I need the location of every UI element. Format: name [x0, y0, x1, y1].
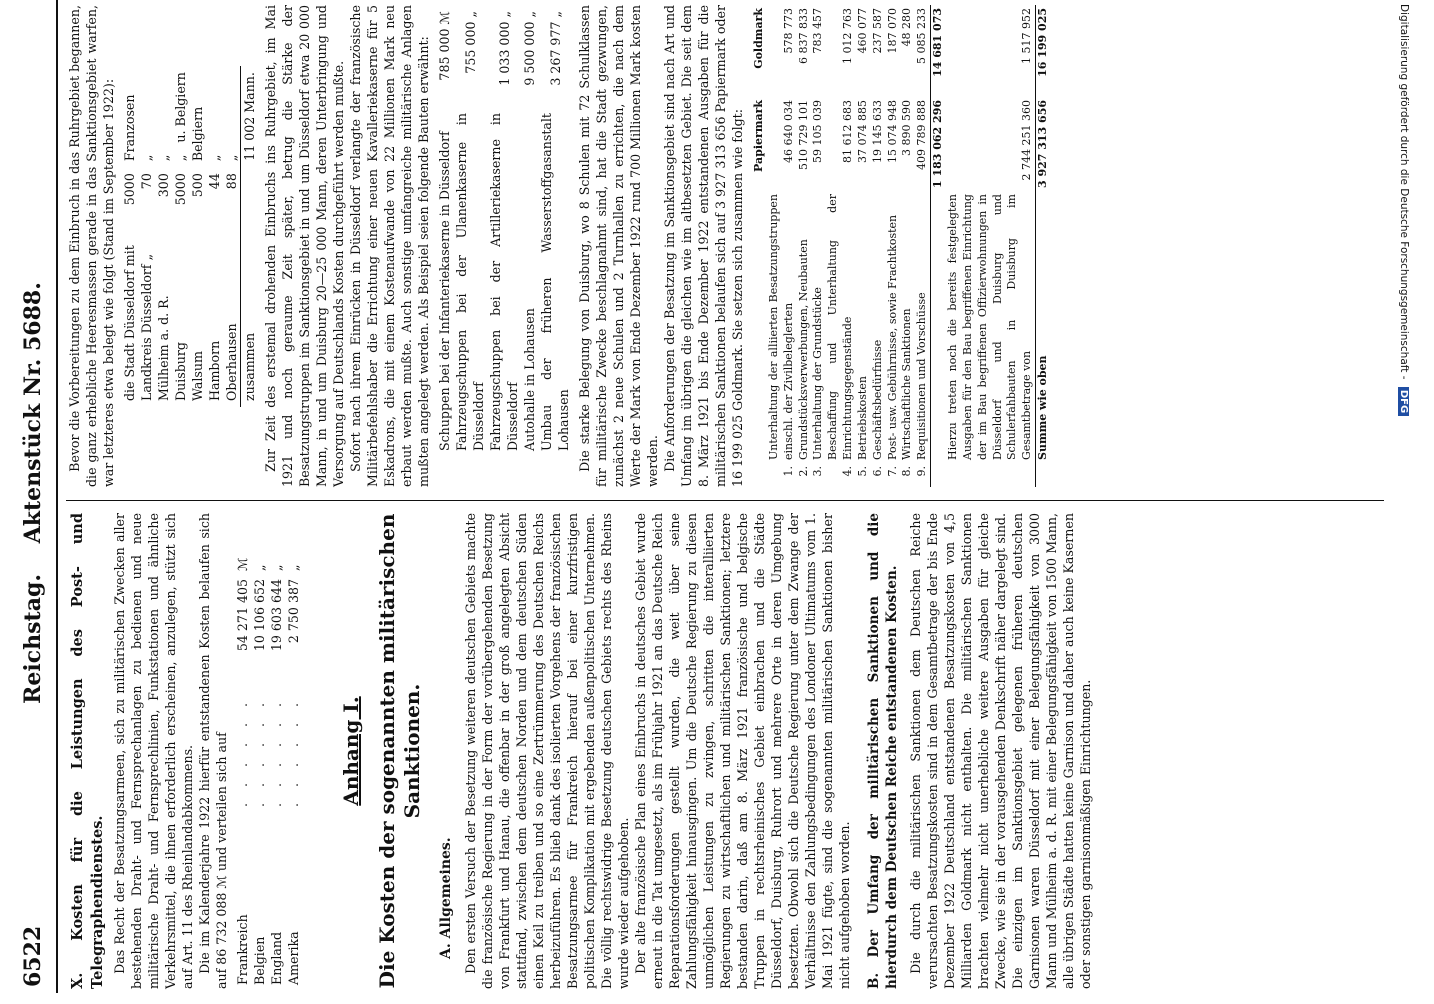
item-label: Unterhaltung der Grundstücke [811, 287, 825, 460]
section-x-title: Kosten für die Leistungen des Post- und Telegraphendienstes. [69, 513, 106, 989]
troop-number: 300 [156, 173, 171, 198]
paragraph-kaserne: Sofort nach ihrem Einrücken in Düsseldorf verlangte der französische Militärbefehlshaber die Errichtung einer neuen Kavalleriekaserne für 5 Eskadrons, die mit einem Kostenaufwande von 22 Millionen Mark neu erbaut werden mußte. Auch sonstige umfangreiche militärische Anlagen mußten angelegt werden. Als Beispiel seien folgende Bauten erwähnt: [348, 5, 431, 487]
papiermark-value: 3 890 590 [900, 100, 914, 156]
section-x-mark: X. [69, 972, 86, 989]
table-row [915, 5, 930, 487]
item-number: 9. [915, 466, 929, 477]
troop-place: Duisburg [173, 342, 188, 401]
item-label: Grundstücksverwerbungen, Neubauten [796, 239, 810, 460]
goldmark-value: 1 012 763 [841, 8, 855, 64]
country-label: England [269, 931, 285, 985]
amount-value: 2 750 387 [286, 579, 302, 644]
annex-subheading-a: A. Allgemeines. [438, 837, 455, 959]
troop-nation: „ [139, 154, 154, 162]
item-label: Geschäftsbedürfnisse [870, 339, 884, 460]
table-row [251, 547, 268, 989]
annex-heading [338, 513, 365, 989]
annex-subheading-b: B. Der Umfang der militärischen Sanktionen und die hierdurch dem Deutschen Reiche entstandenen Kosten. [866, 513, 901, 989]
goldmark-value: 460 077 [855, 8, 869, 54]
table-row [900, 5, 915, 487]
troop-nation: „ [156, 154, 171, 162]
item-number: 4. [841, 466, 855, 477]
running-title-left: Reichstag. [20, 573, 46, 704]
paragraph-sanctions-costs: Die Anforderungen der Besatzung im Sanktionsgebiet sind nach Art und Umfang im übrigen die gleichen wie im altbesetzten Gebiet. Die seit dem 8. März 1921 bis Ende Dezember 1922 entstandenen Ausgaben für die militärischen Sanktionen belaufen sich auf 3 927 313 656 Papiermark oder 16 199 025 Goldmark. Sie setzen sich zusammen wie folgt: [662, 5, 745, 487]
annex-a-paragraph-2: Der alte französische Plan eines Einbruchs in deutsches Gebiet wurde erneut in die Tat umgesetzt, als im Frühjahr 1921 an das Deutsche Reich Reparationsforderungen gestellt wurden, die weit über seine Zahlungsfähigkeit hinausgingen. Um die Deutsche Regierung zu diesen unmöglichen Leistungen zu zwingen, schritten die interalliierten Regierungen zu wirtschaftlichen und militärischen Sanktionen; letztere bestanden darin, daß am 8. März 1921 französische und belgische Truppen in rechtsrheinisches Gebiet einbrachen und die Städte Düsseldorf, Duisburg, Ruhrort und mehrere Orte in deren Umgebung besetzten. Obwohl sich die Deutsche Regierung unter dem Zwange der Verhältnisse den Zahlungsbedingungen des Londoner Ultimatums vom 1. Mai 1921 fügte, sind die sogenannten militärischen Sanktionen bisher nicht aufgehoben worden. [633, 513, 853, 989]
building-cost: 1 033 000 „ [496, 11, 512, 86]
table-row [538, 5, 572, 457]
troop-number: 70 [139, 173, 154, 190]
right-column [66, 5, 1057, 487]
troop-number: 5000 [122, 173, 137, 206]
annex-label: Anhang I. [339, 696, 364, 806]
table-row [138, 66, 155, 407]
left-column [66, 513, 1094, 989]
item-number: 6. [870, 466, 884, 477]
papiermark-value: 19 145 633 [870, 100, 884, 163]
costs-table [752, 5, 1051, 487]
troop-place: Oberhausen [224, 323, 239, 401]
intro-paragraph: Bevor die Vorbereitungen zu dem Einbruch in das Ruhrgebiet begannen, die ganz erhebliche Heeresmassen gerade in das Sanktionsgebiet warfen, war letzteres etwa belegt wie folgt (Stand im September 1922): [67, 5, 116, 487]
extra-papiermark: 2 744 251 360 [1020, 100, 1034, 181]
table-row [826, 5, 856, 487]
building-cost: 9 500 000 „ [522, 11, 537, 86]
table-row [155, 66, 172, 407]
item-label: Betriebskosten [855, 376, 869, 460]
annex-b-paragraph-1: Die durch die militärischen Sanktionen dem Deutschen Reiche verursachten Besatzungskosten sind in dem Gesamtbetrage der bis Ende Dezember 1922 Deutschland entstandenen Besatzungskosten von 4,5 Milliarden Goldmark nicht enthalten. Die militärischen Sanktionen brachten vielmehr nicht unerhebliche weitere Ausgaben für gleiche Zwecke, wie sie in der vorausgehenden Denkschrift näher dargelegt sind. Die einzigen im Sanktionsgebiet gelegenen früheren deutschen Garnisonen waren Düsseldorf mit einer Belegungsfähigkeit von 3000 Mann und Mülheim a. d. R. mit einer Belegungsfähigkeit von 1500 Mann, alle übrigen Städte hatten keine Garnison und daher auch keine Kasernen oder sonstigen garnisonmäßigen Einrichtungen. [908, 513, 1094, 989]
amount-unit: „ [286, 564, 302, 571]
troop-nation: Franzosen [122, 94, 137, 162]
table-row [886, 5, 901, 487]
amount-unit: „ [252, 564, 268, 571]
table-row [811, 5, 826, 487]
troop-place: Mülheim a. d. R. [156, 295, 171, 401]
item-label: Unterhaltung der alliierten Besatzungstruppen einschl. der Zivilbeleglerten [766, 194, 795, 460]
item-number: 2. [796, 466, 810, 477]
dfg-logo: DFG [1398, 387, 1409, 416]
table-row [268, 547, 285, 989]
papiermark-value: 81 612 683 [841, 100, 855, 163]
table-row [189, 66, 206, 407]
annex-a-paragraph-1: Den ersten Versuch der Besetzung weiteren deutschen Gebiets machte die französische Regierung in der Form der vorübergehenden Besetzung von Frankfurt und Hanau, die offenbar in der groß angelegten Absicht stattfand, zwischen dem deutschen Norden und dem deutschen Süden einen Keil zu treiben und so eine Zertrümmerung des Deutschen Reichs herbeizuführen. Es blieb dank des isolierten Vorgehens der französischen Besatzungsarmee für Frankreich hierauf bei einer kurzfristigen politischen Komplikation mit ergebenden außenpolitischen Unternehmen. Die völlig rechtswidrige Besetzung deutschen Gebiets rechts des Rheins wurde wieder aufgehoben. [463, 513, 632, 989]
table-row [871, 5, 886, 487]
goldmark-value: 6 837 833 [796, 8, 810, 64]
amount-value: 10 106 652 [252, 579, 268, 652]
troop-note: u. Belgiern [173, 72, 188, 143]
leader-dots: . . . . . . [286, 696, 302, 807]
column-divider [66, 500, 1384, 501]
goldmark-value: 187 070 [885, 8, 899, 54]
costs-extra-row [946, 5, 1036, 487]
country-label: Amerika [286, 931, 302, 985]
section-x-paragraph-2: Die im Kalenderjahre 1922 hierfür entstandenen Kosten belaufen sich auf 86 732 088 ℳ und verteilen sich auf [197, 513, 230, 989]
costs-header-row [752, 5, 767, 487]
goldmark-value: 48 280 [900, 8, 914, 47]
item-number: 1. [781, 466, 795, 477]
goldmark-value: 783 457 [811, 8, 825, 54]
papiermark-value: 15 074 948 [885, 100, 899, 163]
header-rule [56, 0, 58, 993]
troop-place: die Stadt Düsseldorf mit [122, 245, 137, 401]
amount-value: 19 603 644 [269, 579, 285, 652]
country-label: Belgien [252, 936, 268, 985]
amount-value: 54 271 405 [235, 579, 251, 652]
annex-title: Die Kosten der sogenannten militärischen Sanktionen. [375, 513, 425, 989]
troop-nation: „ u. Belgiern [173, 72, 188, 162]
building-cost: 755 000 „ [462, 11, 478, 74]
section-x-paragraph-1: Das Recht der Besatzungsarmeen, sich zu militärischen Zwecken aller bestehenden Draht- und Fernsprechanlagen zu bedienen und neue militärische Draht- und Fernsprechlinien, Funkstationen und ähnliche Verkehrsmittel, die ihnen erforderlich erscheinen, anzulegen, stützt sich auf Art. 11 des Rheinlandabkommens. [112, 513, 196, 989]
digitization-note [1398, 4, 1410, 1004]
troop-place: Hamborn [207, 340, 222, 401]
item-label: Beschaffung und Unterhaltung der Einrichtungsgegenstände [826, 194, 855, 460]
table-row [453, 5, 487, 457]
troop-nation: „ [224, 154, 239, 162]
papiermark-value: 37 074 885 [855, 100, 869, 163]
section-x-heading [68, 513, 107, 989]
total-goldmark: 16 199 025 [1036, 5, 1051, 97]
table-row [797, 5, 812, 487]
troop-nation: Belgiern [190, 106, 205, 162]
leader-dots: . . . . . . [252, 696, 268, 807]
leader-dots: . . . . . . [269, 696, 285, 807]
goldmark-value: 578 773 [781, 8, 795, 54]
extra-goldmark: 1 517 952 [1020, 8, 1034, 64]
table-row [521, 5, 538, 457]
table-row [285, 547, 302, 989]
papiermark-value: 409 789 888 [915, 100, 929, 170]
table-row [436, 5, 453, 457]
column-header-goldmark: Goldmark [752, 8, 765, 69]
building-cost: 3 267 977 „ [547, 11, 563, 86]
papiermark-value: 46 640 034 [781, 100, 795, 163]
costs-total-row [1036, 5, 1051, 487]
goldmark-value: 237 587 [870, 8, 884, 54]
item-label: Wirtschaftliche Sanktionen [900, 308, 914, 460]
table-row [856, 5, 871, 487]
table-row [172, 66, 189, 407]
amount-unit: ℳ [235, 557, 251, 571]
building-label: Fahrzeugschuppen bei der Artilleriekaserne in Düsseldorf [488, 113, 520, 451]
building-cost: 785 000 ℳ [437, 11, 452, 81]
table-row [487, 5, 521, 457]
item-number: 5. [855, 466, 869, 477]
total-label: Summe wie oben [1036, 191, 1051, 463]
table-row [223, 66, 241, 407]
troops-sum-value: 11 002 Mann. [241, 66, 259, 239]
troops-sum-label: zusammen [241, 239, 259, 407]
scanned-page [12, 0, 1397, 993]
country-label: Frankreich [235, 914, 251, 985]
troop-place: Walsum [190, 351, 205, 401]
extra-label: Hierzu treten noch die bereits festgelegten Ausgaben für den Bau begriffenen Einrichtung der im Bau begriffenen Offizierwohnungen in Düsseldorf und Duisburg und Schulerfahbauten in Duisburg im Gesamtbetrage von [945, 194, 1034, 460]
papiermark-value: 59 105 039 [811, 100, 825, 163]
item-label: Requisitionen und Vorschüsse [915, 292, 929, 460]
subtotal-papiermark: 1 183 062 296 [931, 97, 946, 191]
papiermark-value: 510 729 101 [796, 100, 810, 170]
troop-number: 500 [190, 173, 205, 198]
building-label: Fahrzeugschuppen bei der Ulanenkaserne in Düsseldorf [454, 113, 486, 451]
building-label: Umbau der früheren Wasserstoffgasanstalt Lohausen [539, 113, 571, 451]
amount-unit: „ [269, 564, 285, 571]
running-head [20, 0, 54, 993]
table-row [234, 547, 251, 989]
troops-table [121, 66, 258, 407]
item-label: Post- usw. Gebührnisse, sowie Frachtkosten [885, 214, 899, 460]
digitization-note-text: Digitalisierung gefördert durch die Deutsche Forschungsgemeinschaft - [1398, 4, 1410, 380]
building-label: Autohalle in Lohausen [522, 308, 537, 451]
troop-number: 5000 [173, 173, 188, 206]
item-number: 7. [885, 466, 899, 477]
total-papiermark: 3 927 313 656 [1036, 97, 1051, 191]
item-number: 3. [811, 466, 825, 477]
troops-sum-row [241, 66, 259, 407]
table-row [206, 66, 223, 407]
troop-number: 88 [224, 173, 239, 190]
paragraph-duisburg: Die starke Belegung von Duisburg, wo 8 Schulen mit 72 Schulklassen für militärische Zwecke beschlagnahmt sind, hat die Stadt gezwungen, zunächst 2 neue Schulen und 2 Turnhallen zu errichten, die nach dem Werte der Mark von Ende Dezember 1922 rund 700 Millionen Mark kosten werden. [577, 5, 660, 487]
troop-nation: „ [207, 154, 222, 162]
subtotal-goldmark: 14 681 073 [931, 5, 946, 97]
running-title-right: Aktenstück Nr. 5688. [20, 282, 46, 544]
table-row [121, 66, 138, 407]
column-header-papiermark: Papiermark [752, 100, 765, 172]
page-number: 6522 [20, 925, 46, 987]
paragraph-strength: Zur Zeit des erstemal drohenden Einbruchs ins Ruhrgebiet, im Mai 1921 und noch geraume Zeit später, betrug die Stärke der Besatzungstruppen im Sanktionsgebiet in und um Düsseldorf etwa 20 000 Mann, in und um Duisburg 20—25 000 Mann, deren Unterbringung und Versorgung auf Deutschlands Kosten durchgeführt werden mußte. [263, 5, 346, 487]
item-number: 8. [900, 466, 914, 477]
troop-place: Landkreis Düsseldorf „ [139, 253, 154, 401]
buildings-table [436, 5, 572, 457]
leader-dots: . . . . . . [235, 696, 251, 807]
troop-number: 44 [207, 173, 222, 190]
costs-subtotal-row [931, 5, 946, 487]
running-title [20, 0, 46, 993]
building-label: Schuppen bei der Infanteriekaserne in Düsseldorf [437, 131, 452, 451]
post-costs-table [234, 547, 302, 989]
table-row [767, 5, 797, 487]
goldmark-value: 5 085 233 [915, 8, 929, 64]
